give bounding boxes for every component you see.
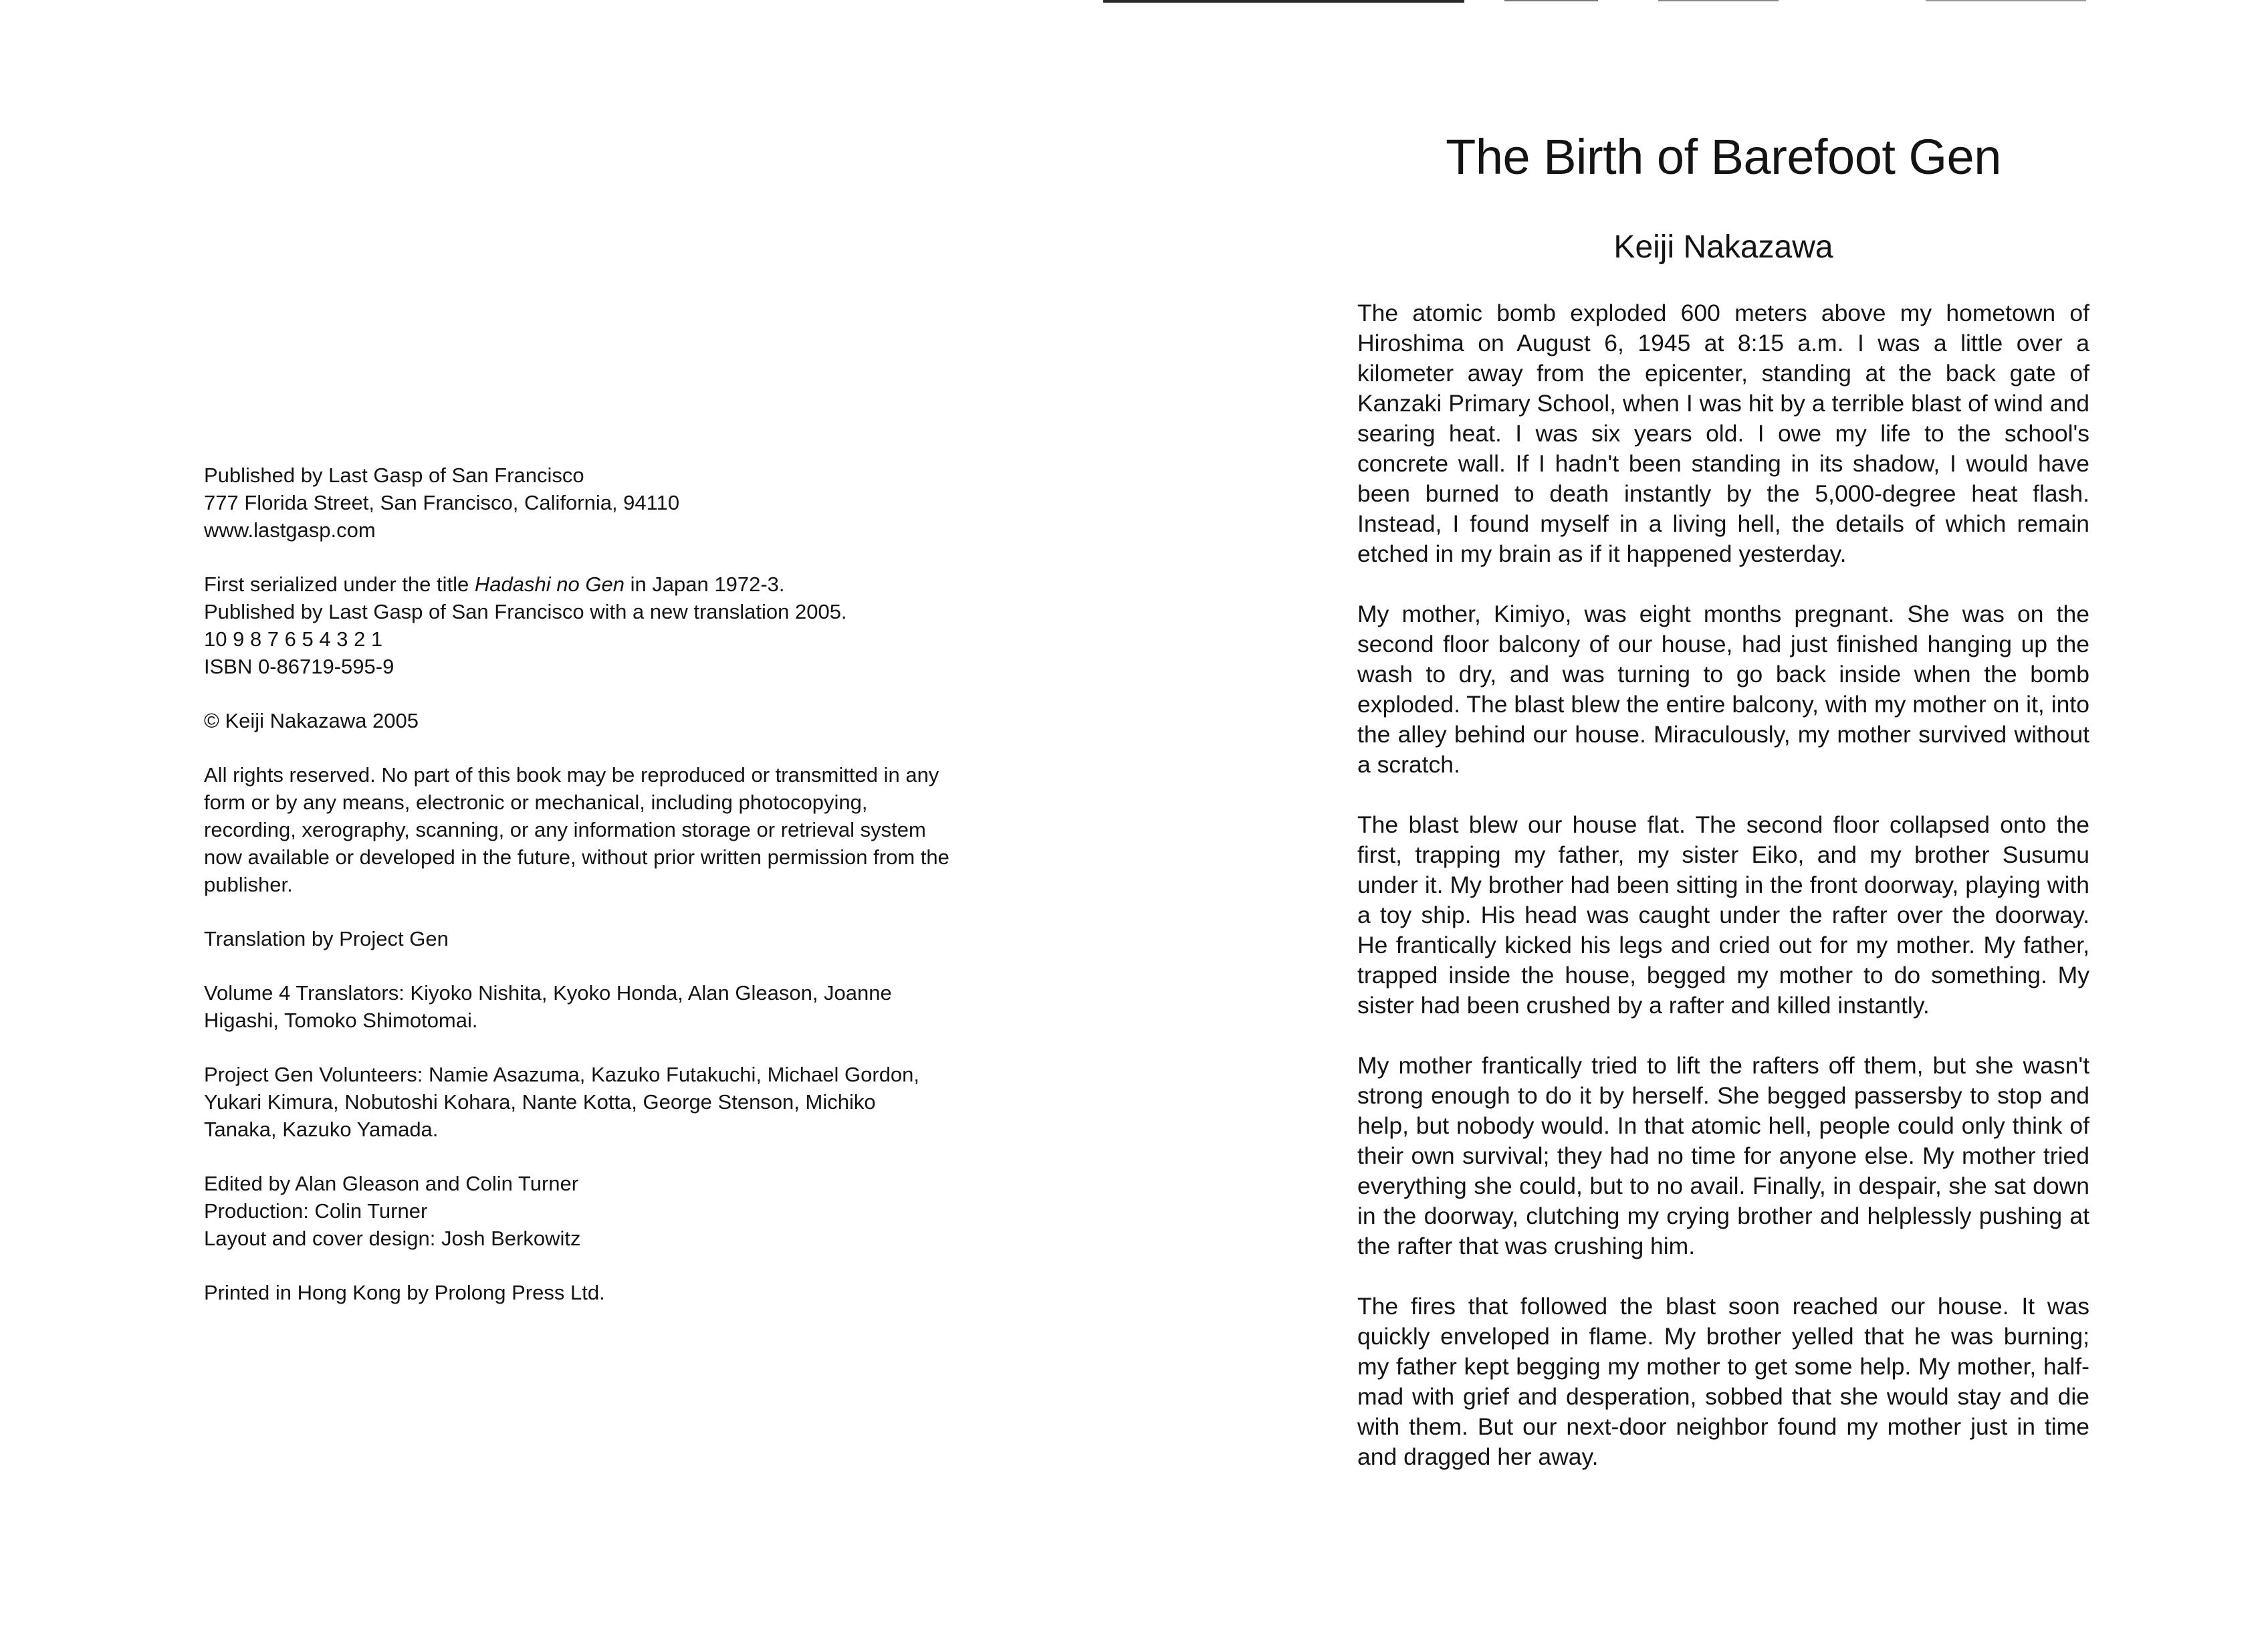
serialized-line [204,571,953,598]
printed-in-line: Printed in Hong Kong by Prolong Press Ltd. [204,1281,605,1304]
scan-edge-mark [1103,0,1464,3]
copyright-notice: © Keiji Nakazawa 2005 [204,709,419,732]
printing-line: 10 9 8 7 6 5 4 3 2 1 [204,627,383,651]
essay-paragraph: The blast blew our house flat. The second floor collapsed onto the first, trapping my father, my sister Eiko, and my brother Susumu under it. My brother had been sitting in the front doorway, playing with a toy ship. His head was caught under the rafter over the doorway. He frantically kicked his legs and cried out for my mother. My father, trapped inside the house, begged my mother to do something. My sister had been crushed by a rafter and killed instantly. [1357,811,2089,1019]
copyright-page [204,461,953,1333]
essay-author: Keiji Nakazawa [1613,229,1833,265]
translation-edition-line: Published by Last Gasp of San Francisco with a new translation 2005. [204,600,847,623]
isbn-line: ISBN 0-86719-595-9 [204,655,394,678]
translators-credit: Volume 4 Translators: Kiyoko Nishita, Kyoko Honda, Alan Gleason, Joanne Higashi, Tomoko Shimotomai. [204,981,892,1032]
scan-edge-mark [1504,0,1598,1]
scan-edge-mark [1926,0,2086,1]
essay-body [1357,298,2089,1472]
essay-paragraph: My mother, Kimiyo, was eight months pregnant. She was on the second floor balcony of our house, had just finished hanging up the wash to dry, and was turning to go back inside when the bomb exploded. The blast blew the entire balcony, with my mother on it, into the alley behind our house. Miraculously, my mother survived without a scratch. [1357,601,2089,778]
essay-paragraph: My mother frantically tried to lift the rafters off them, but she wasn't strong enough to do it by herself. She begged passersby to stop and help, but nobody would. In that atomic hell, people could only think of their own survival; they had no time for anyone else. My mother tried everything she could, but to no avail. Finally, in despair, she sat down in the doorway, clutching my crying brother and helplessly pushing at the rafter that was crushing him. [1357,1052,2089,1259]
serialized-suffix: in Japan 1972-3. [624,573,785,596]
edited-by-line: Edited by Alan Gleason and Colin Turner [204,1172,579,1195]
essay-paragraph: The fires that followed the blast soon reached our house. It was quickly enveloped in flame. My brother yelled that he was burning; my father kept begging my mother to get some help. My mother, half-mad with grief and desperation, sobbed that she would stay and die with them. But our next-door neighbor found my mother just in time and dragged her away. [1357,1293,2089,1470]
website-line: www.lastgasp.com [204,518,376,542]
scan-edge-mark [1658,0,1779,1]
rights-notice: All rights reserved. No part of this book may be reproduced or transmitted in any form or by any means, electronic or mechanical, including photocopying, recording, xerography, scanning, or any information storage or retrieval system now available or developed in the future, without prior written permission from the publisher. [204,763,949,896]
edition-block [204,571,953,680]
address-line: 777 Florida Street, San Francisco, California, 94110 [204,491,680,514]
essay-title: The Birth of Barefoot Gen [1446,129,2001,185]
translation-credit: Translation by Project Gen [204,927,449,950]
publisher-line: Published by Last Gasp of San Francisco [204,464,584,487]
volunteers-credit: Project Gen Volunteers: Namie Asazuma, Kazuko Futakuchi, Michael Gordon, Yukari Kimura, Nobutoshi Kohara, Nante Kotta, George Stenson, Michiko Tanaka, Kazuko Yamada. [204,1063,920,1141]
layout-design-line: Layout and cover design: Josh Berkowitz [204,1227,581,1250]
serialized-prefix: First serialized under the title [204,573,475,596]
production-line: Production: Colin Turner [204,1199,428,1223]
production-block [204,1170,953,1252]
publisher-block [204,461,953,544]
essay-paragraph: The atomic bomb exploded 600 meters above my hometown of Hiroshima on August 6, 1945 at 8:15 a.m. I was a little over a kilometer away from the epicenter, standing at the back gate of Kanzaki Primary School, when I was hit by a terrible blast of wind and searing heat. I was six years old. I owe my life to the school's concrete wall. If I hadn't been standing in its shadow, I would have been burned to death instantly by the 5,000-degree heat flash. Instead, I found myself in a living hell, the details of which remain etched in my brain as if it happened yesterday. [1357,300,2089,567]
essay-page [1357,127,2089,1502]
serialized-title: Hadashi no Gen [474,573,625,596]
